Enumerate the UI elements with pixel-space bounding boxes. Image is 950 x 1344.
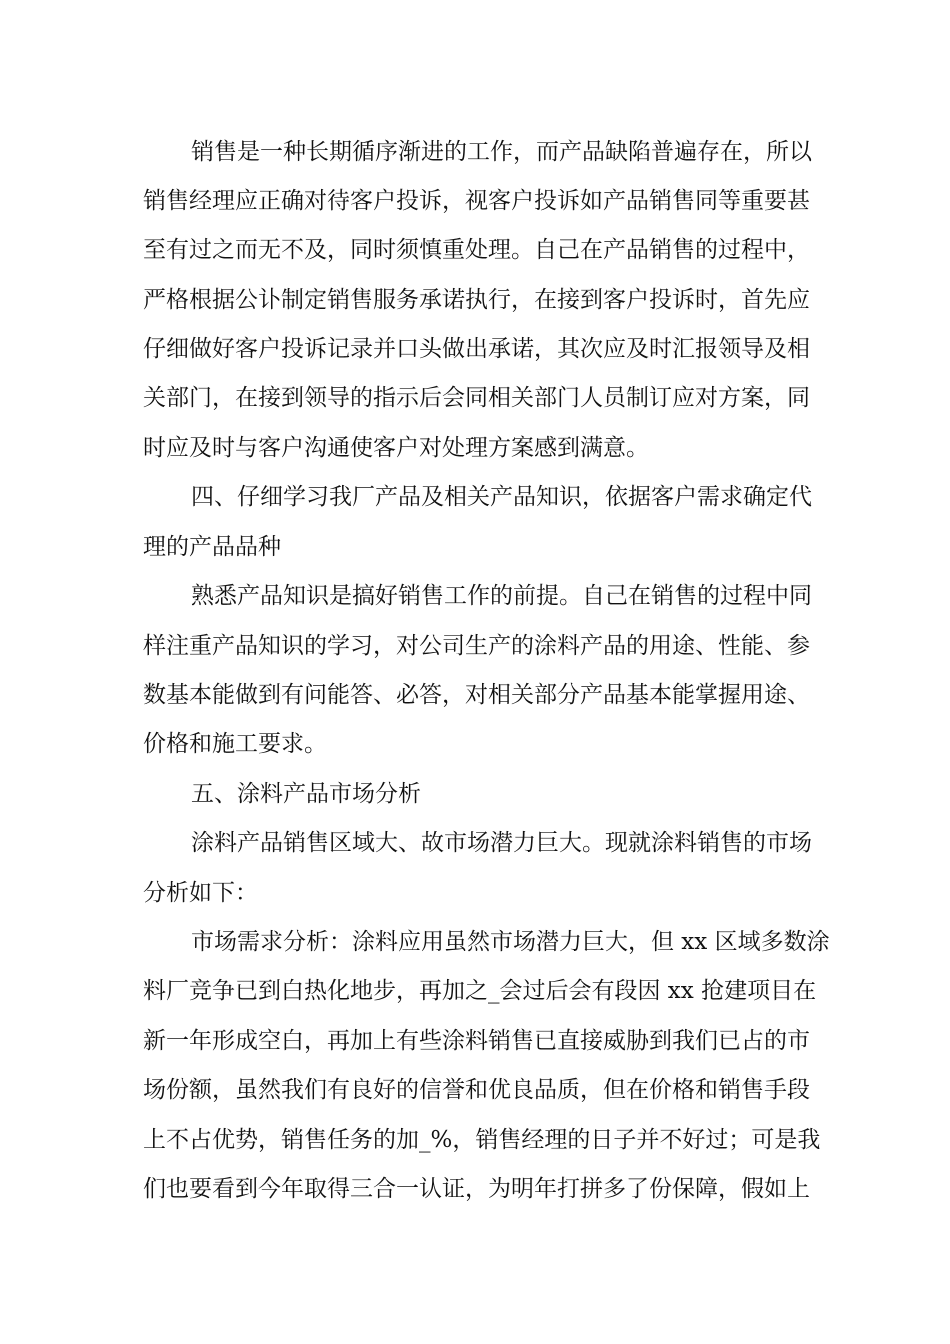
text-line: 样注重产品知识的学习，对公司生产的涂料产品的用途、性能、参 xyxy=(143,633,810,659)
text-line: 时应及时与客户沟通使客户对处理方案感到满意。 xyxy=(143,435,649,461)
section-heading: 四、仔细学习我厂产品及相关产品知识，依据客户需求确定代 xyxy=(191,484,812,510)
text-line: 销售是一种长期循序渐进的工作，而产品缺陷普遍存在，所以 xyxy=(191,139,812,165)
text-line: 分析如下： xyxy=(143,880,258,906)
section-heading-continued: 理的产品品种 xyxy=(143,534,281,560)
text-line: 涂料产品销售区域大、故市场潜力巨大。现就涂料销售的市场 xyxy=(191,830,812,856)
text-line: 数基本能做到有问能答、必答，对相关部分产品基本能掌握用途、 xyxy=(143,682,810,708)
text-line: 熟悉产品知识是搞好销售工作的前提。自己在销售的过程中同 xyxy=(191,583,812,609)
section-heading: 五、涂料产品市场分析 xyxy=(191,781,421,807)
text-line: 至有过之而无不及，同时须慎重处理。自己在产品销售的过程中， xyxy=(143,237,810,263)
text-line: 料厂竞争已到白热化地步，再加之_会过后会有段因 xx 抢建项目在 xyxy=(143,978,817,1004)
text-line: 严格根据公讣制定销售服务承诺执行，在接到客户投诉时，首先应 xyxy=(143,287,810,313)
text-line: 价格和施工要求。 xyxy=(143,731,327,757)
text-line: 市场需求分析：涂料应用虽然市场潜力巨大，但 xx 区域多数涂 xyxy=(191,929,830,955)
text-line: 销售经理应正确对待客户投诉，视客户投诉如产品销售同等重要甚 xyxy=(143,188,810,214)
text-line: 们也要看到今年取得三合一认证，为明年打拼多了份保障，假如上 xyxy=(143,1176,810,1202)
text-line: 场份额，虽然我们有良好的信誉和优良品质，但在价格和销售手段 xyxy=(143,1077,810,1103)
text-line: 关部门，在接到领导的指示后会同相关部门人员制订应对方案，同 xyxy=(143,385,810,411)
text-line: 新一年形成空白，再加上有些涂料销售已直接威胁到我们已占的市 xyxy=(143,1028,810,1054)
text-line: 上不占优势，销售任务的加_%，销售经理的日子并不好过；可是我 xyxy=(143,1127,821,1153)
text-line: 仔细做好客户投诉记录并口头做出承诺，其次应及时汇报领导及相 xyxy=(143,336,810,362)
